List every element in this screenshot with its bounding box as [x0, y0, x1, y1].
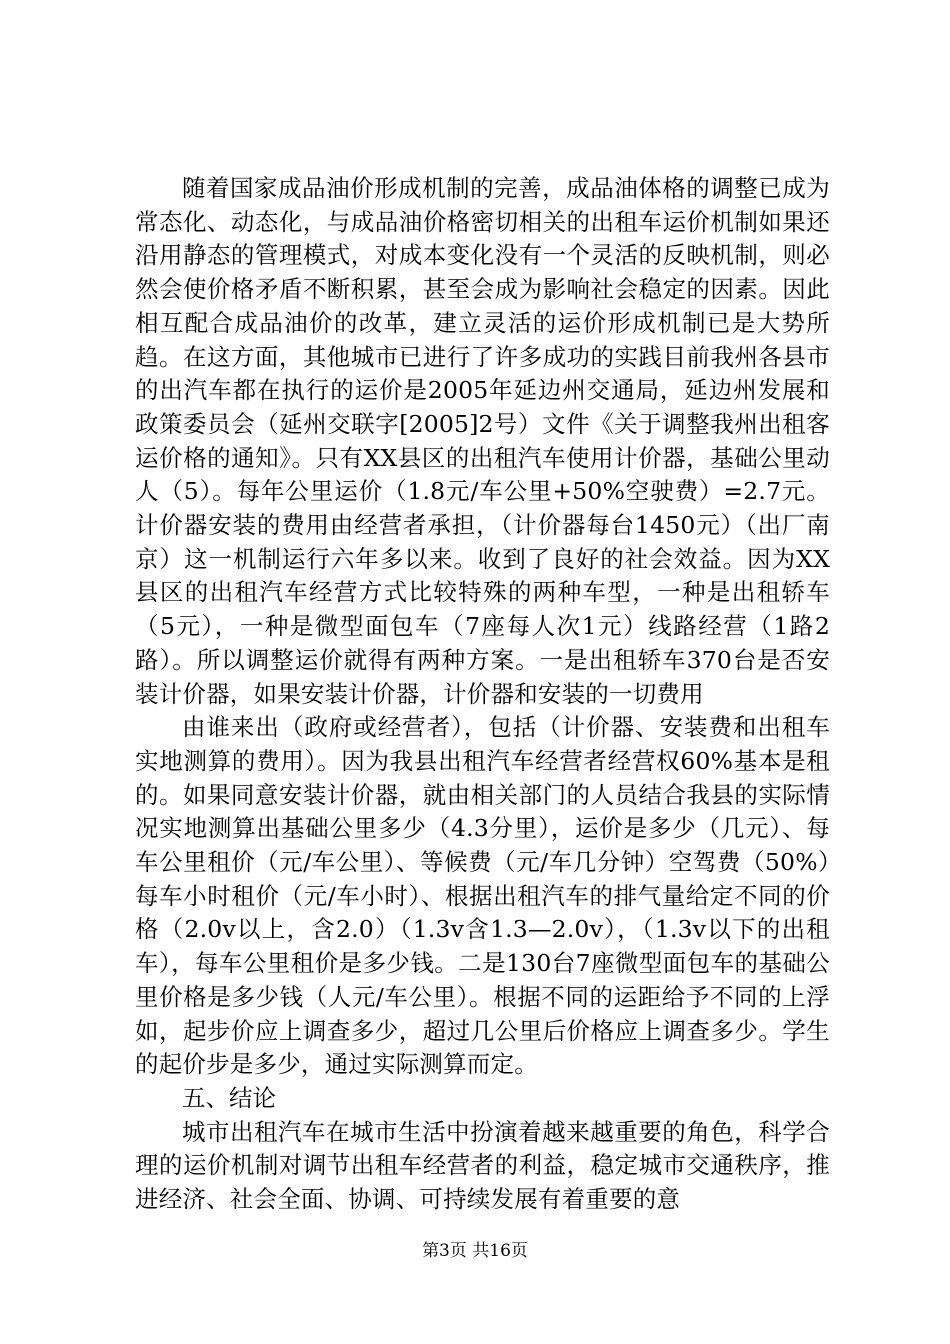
- paragraph-2: 由谁来出（政府或经营者），包括（计价器、安装费和出租车实地测算的费用）。因为我县出租汽车经营者经营权60%基本是租的。如果同意安装计价器，就由相关部门的人员结合我县的实际情况实地测算出基础公里多少（4.3分里），运价是多少（几元）、每车公里租价（元/车公里）、等候费（元/车几分钟）空驾费（50%）每车小时租价（元/车小时）、根据出租汽车的排气量给定不同的价格（2.0v以上，含2.0）（1.3v含1.3—2.0v），（1.3v以下的出租车），每车公里租价是多少钱。二是130台7座微型面包车的基础公里价格是多少钱（人元/车公里）。根据不同的运距给予不同的上浮如，起步价应上调查多少，超过几公里后价格应上调查多少。学生的起价步是多少，通过实际测算而定。: [135, 713, 830, 1079]
- conclusion-paragraph: 城市出租汽车在城市生活中扮演着越来越重要的角色，科学合理的运价机制对调节出租车经营者的利益，稳定城市交通秩序，推进经济、社会全面、协调、可持续发展有着重要的意: [135, 1117, 830, 1214]
- section-heading: 五、结论: [182, 1083, 276, 1112]
- page-footer: 第3页 共16页: [422, 1241, 528, 1261]
- document-body: [135, 172, 830, 1217]
- paragraph-1: 随着国家成品油价形成机制的完善，成品油体格的调整已成为常态化、动态化，与成品油价格密切相关的出租车运价机制如果还沿用静态的管理模式，对成本变化没有一个灵活的反映机制，则必然会使价格矛盾不断积累，甚至会成为影响社会稳定的因素。因此相互配合成品油价的改革，建立灵活的运价形成机制已是大势所趋。在这方面，其他城市已进行了许多成功的实践目前我州各县市的出汽车都在执行的运价是2005年延边州交通局，延边州发展和政策委员会（延州交联字[2005]2号）文件《关于调整我州出租客运价格的通知》。只有XX县区的出租汽车使用计价器，基础公里动人（5）。每年公里运价（1.8元/车公里+50%空驶费）=2.7元。计价器安装的费用由经营者承担，（计价器每台1450元）（出厂南京）这一机制运行六年多以来。收到了良好的社会效益。因为XX县区的出租汽车经营方式比较特殊的两种车型，一种是出租轿车（5元），一种是微型面包车（7座每人次1元）线路经营（1路2路）。所以调整运价就得有两种方案。一是出租轿车370台是否安装计价器，如果安装计价器，计价器和安装的一切费用: [135, 174, 830, 708]
